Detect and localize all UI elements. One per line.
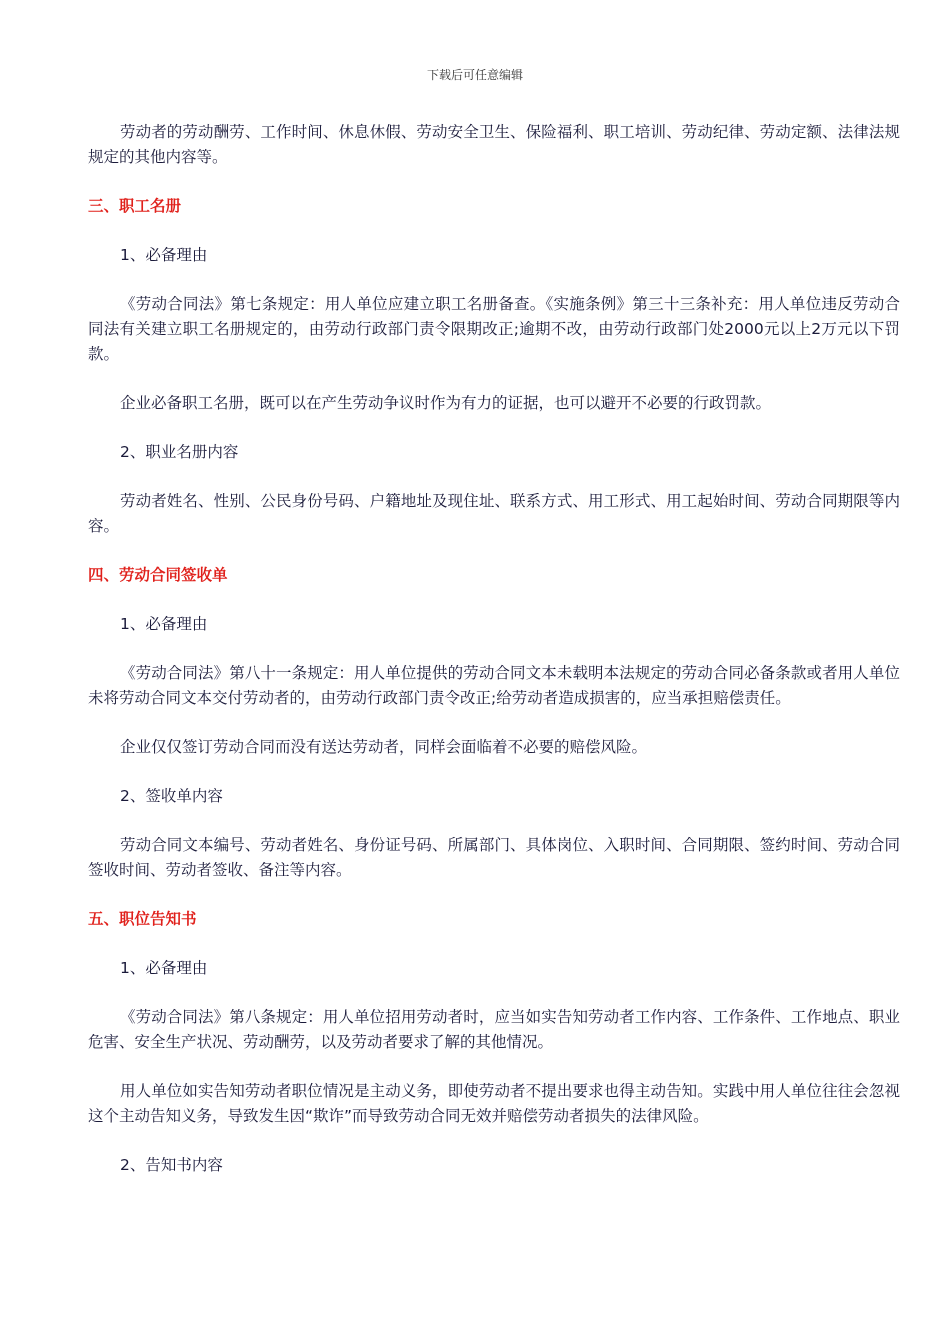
page-header: 下载后可任意编辑 [426, 68, 523, 82]
subheading: 2、签收单内容 [120, 787, 223, 805]
paragraph: 《劳动合同法》第七条规定：用人单位应建立职工名册备查。《实施条例》第三十三条补充：用人单位违反劳动合同法有关建立职工名册规定的，由劳动行政部门责令限期改正;逾期不改，由劳动行政部门处2000元以上2万元以下罚款。 [88, 295, 900, 363]
subheading: 2、告知书内容 [120, 1156, 223, 1174]
subheading: 1、必备理由 [120, 246, 208, 264]
section-heading-5: 五、职位告知书 [88, 910, 197, 928]
subheading: 1、必备理由 [120, 615, 208, 633]
paragraph: 企业仅仅签订劳动合同而没有送达劳动者，同样会面临着不必要的赔偿风险。 [120, 738, 648, 756]
subheading: 2、职业名册内容 [120, 443, 239, 461]
document-body [88, 120, 900, 1202]
paragraph: 《劳动合同法》第八条规定：用人单位招用劳动者时，应当如实告知劳动者工作内容、工作条件、工作地点、职业危害、安全生产状况、劳动酬劳，以及劳动者要求了解的其他情况。 [88, 1008, 900, 1051]
subheading: 1、必备理由 [120, 959, 208, 977]
paragraph: 劳动合同文本编号、劳动者姓名、身份证号码、所属部门、具体岗位、入职时间、合同期限、签约时间、劳动合同签收时间、劳动者签收、备注等内容。 [88, 836, 900, 879]
section-heading-4: 四、劳动合同签收单 [88, 566, 228, 584]
paragraph: 企业必备职工名册，既可以在产生劳动争议时作为有力的证据，也可以避开不必要的行政罚款。 [120, 394, 772, 412]
section-heading-3: 三、职工名册 [88, 197, 182, 215]
paragraph: 用人单位如实告知劳动者职位情况是主动义务，即使劳动者不提出要求也得主动告知。实践中用人单位往往会忽视这个主动告知义务，导致发生因“欺诈”而导致劳动合同无效并赔偿劳动者损失的法律风险。 [88, 1082, 900, 1125]
paragraph: 劳动者姓名、性别、公民身份号码、户籍地址及现住址、联系方式、用工形式、用工起始时间、劳动合同期限等内容。 [88, 492, 900, 535]
paragraph: 劳动者的劳动酬劳、工作时间、休息休假、劳动安全卫生、保险福利、职工培训、劳动纪律、劳动定额、法律法规规定的其他内容等。 [88, 123, 900, 166]
paragraph: 《劳动合同法》第八十一条规定：用人单位提供的劳动合同文本未载明本法规定的劳动合同必备条款或者用人单位未将劳动合同文本交付劳动者的，由劳动行政部门责令改正;给劳动者造成损害的，应当承担赔偿责任。 [88, 664, 900, 707]
